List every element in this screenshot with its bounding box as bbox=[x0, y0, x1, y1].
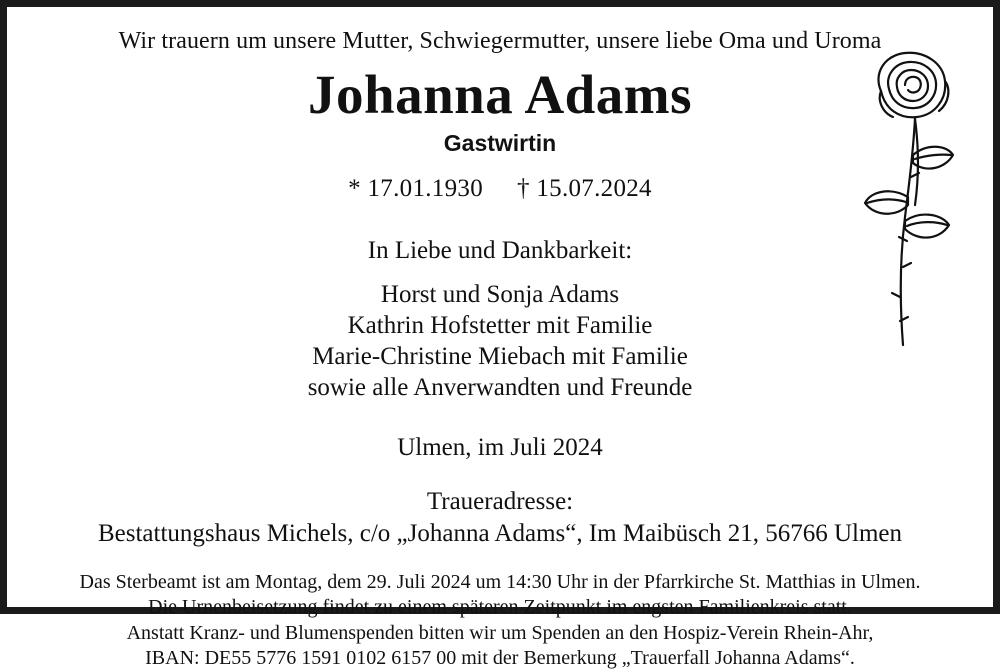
service-details bbox=[31, 570, 969, 672]
death-date: † 15.07.2024 bbox=[517, 174, 652, 202]
profession-label: Gastwirtin bbox=[443, 129, 557, 156]
list-item: sowie alle Anverwandten und Freunde bbox=[307, 374, 693, 402]
intro-text: Wir trauern um unsere Mutter, Schwiegermutter, unsere liebe Oma und Uroma bbox=[118, 28, 882, 54]
footer-line: Das Sterbeamt ist am Montag, dem 29. Juli 2024 um 14:30 Uhr in der Pfarrkirche St. Matthias in Ulmen. bbox=[79, 570, 921, 593]
list-item: Horst und Sonja Adams bbox=[380, 280, 620, 308]
deceased-name: Johanna Adams bbox=[307, 63, 692, 125]
footer-line: Die Urnenbeisetzung findet zu einem späteren Zeitpunkt im engsten Familienkreis statt. bbox=[148, 596, 852, 619]
dedication-text: In Liebe und Dankbarkeit: bbox=[367, 236, 633, 264]
footer-line: Anstatt Kranz- und Blumenspenden bitten wir um Spenden an den Hospiz-Verein Rhein-Ahr, bbox=[126, 621, 874, 644]
rose-icon bbox=[829, 45, 959, 365]
footer-line: IBAN: DE55 5776 1591 0102 6157 00 mit der Bemerkung „Trauerfall Johanna Adams“. bbox=[145, 647, 855, 670]
mourning-address-line: Bestattungshaus Michels, c/o „Johanna Adams“, Im Maibüsch 21, 56766 Ulmen bbox=[97, 519, 903, 547]
place-and-date: Ulmen, im Juli 2024 bbox=[397, 433, 603, 461]
list-item: Marie-Christine Miebach mit Familie bbox=[312, 343, 688, 371]
birth-date: * 17.01.1930 bbox=[348, 174, 483, 202]
mourning-address-label: Traueradresse: bbox=[426, 487, 574, 515]
list-item: Kathrin Hofstetter mit Familie bbox=[347, 311, 653, 339]
